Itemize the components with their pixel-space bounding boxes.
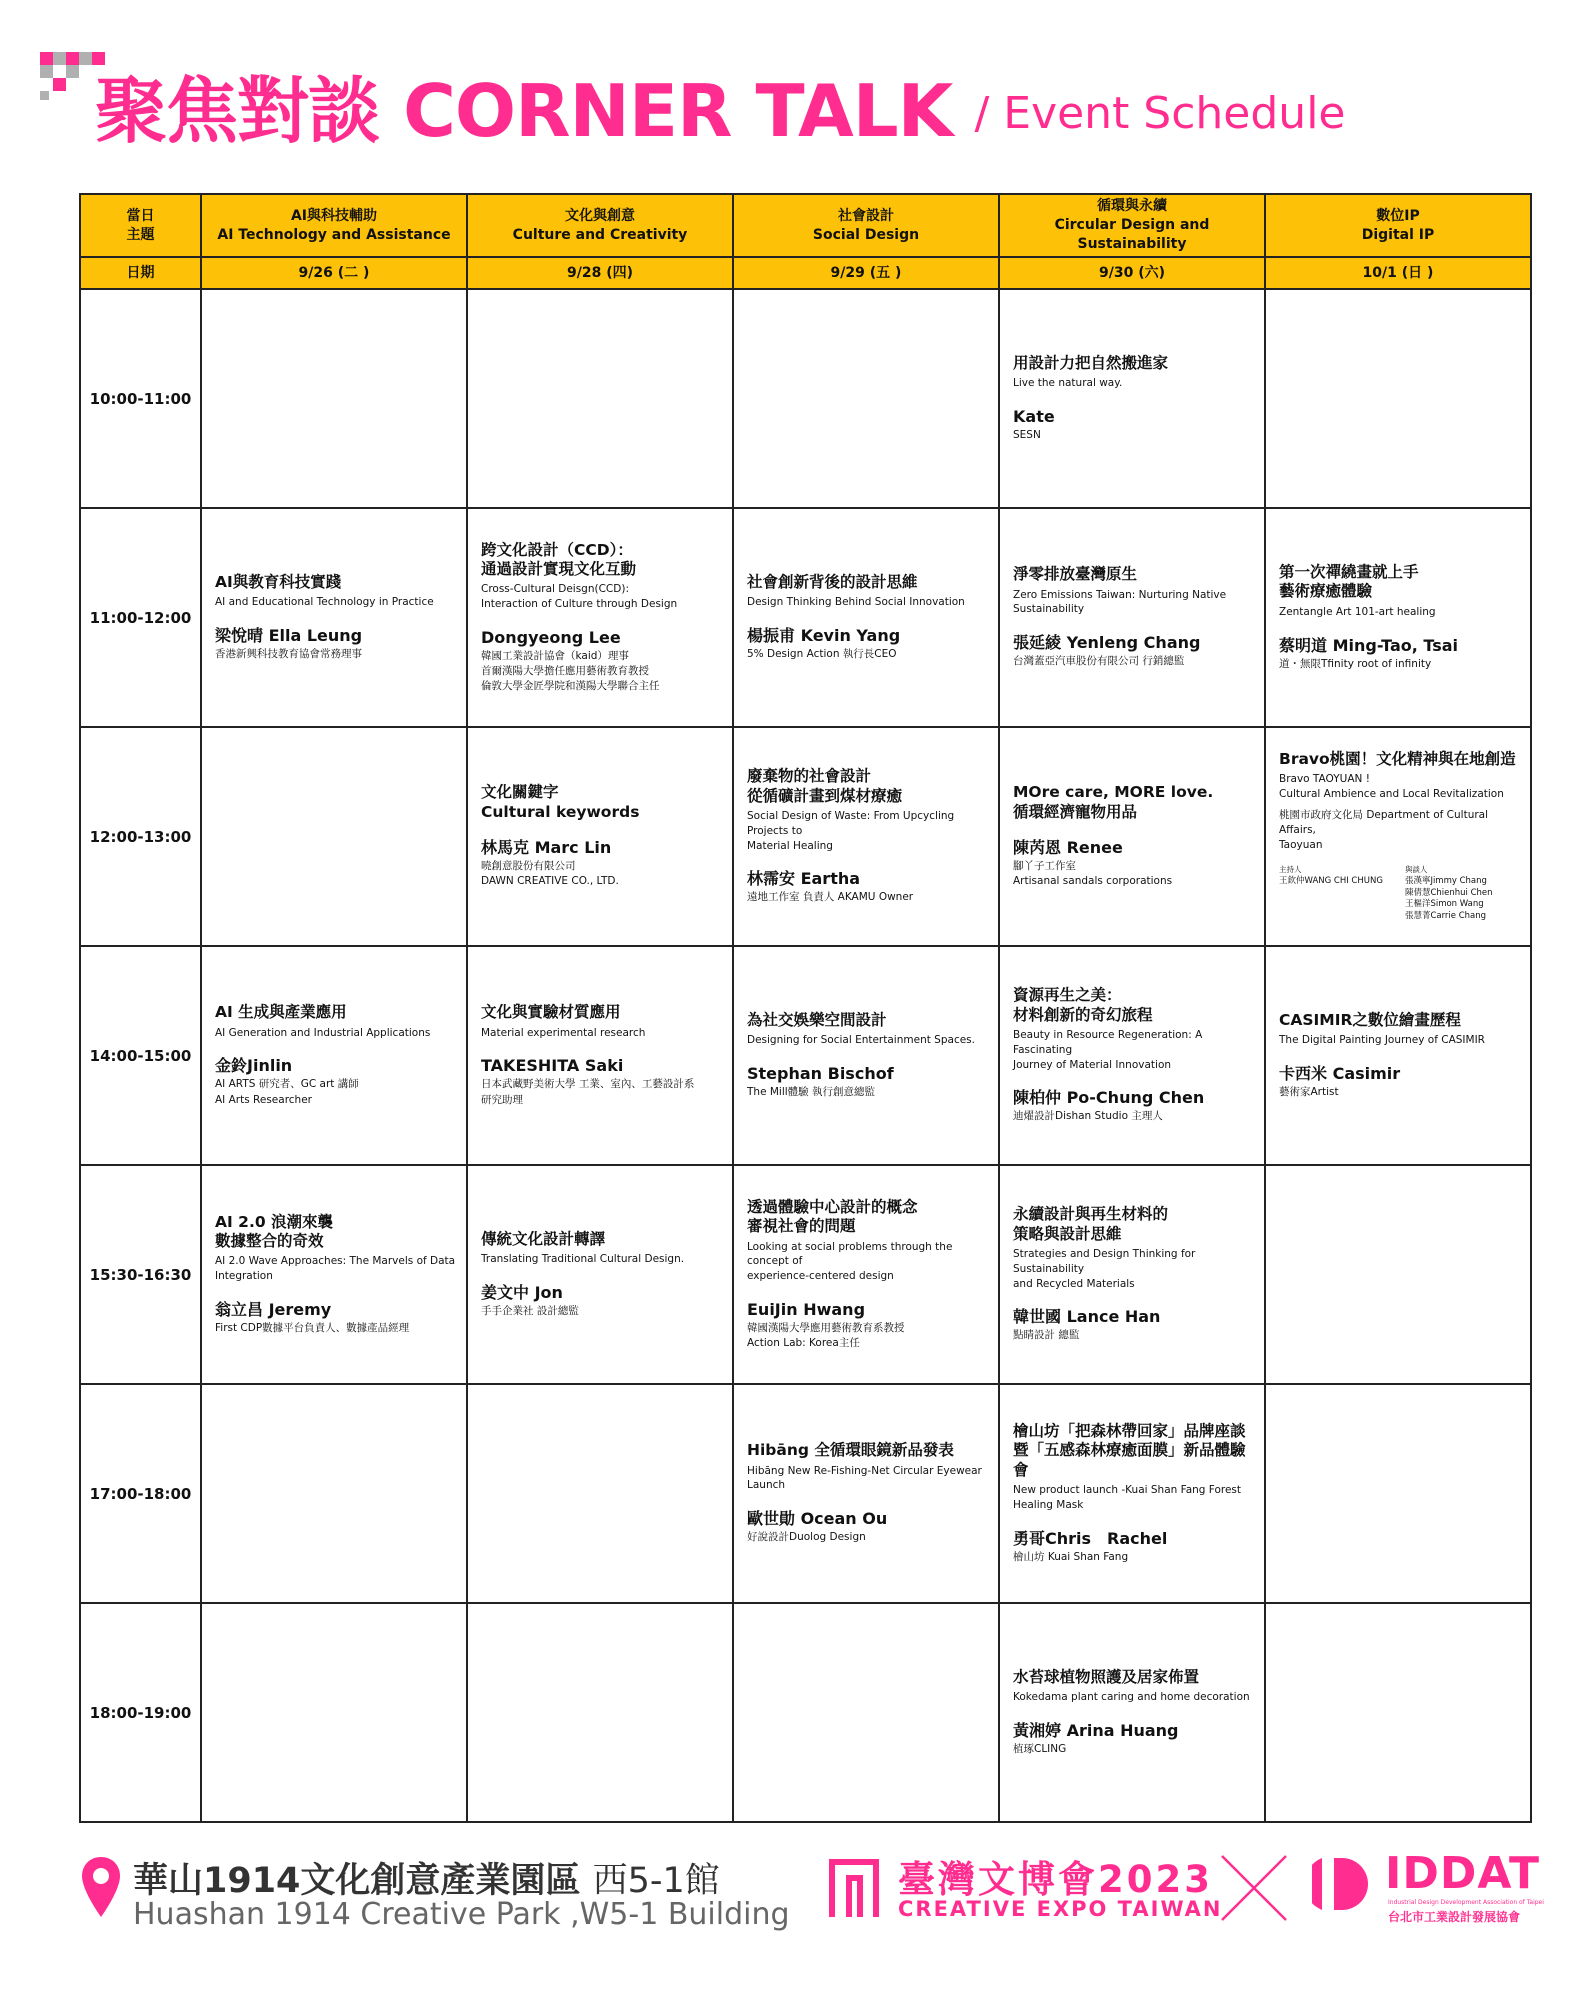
table-row: [80, 1165, 1531, 1384]
speaker-affiliation: 好說設計Duolog Design: [747, 1531, 866, 1544]
speaker-name: 翁立昌 Jeremy: [215, 1299, 332, 1319]
session-title-en: Zentangle Art 101-art healing: [1279, 605, 1436, 618]
guest-block: [1405, 865, 1493, 923]
session-cell: [999, 1603, 1265, 1822]
session-cell: [1265, 508, 1531, 727]
expo-name: 臺灣文博會2023: [898, 1858, 1213, 1901]
session-title-en: AI and Educational Technology in Practice: [215, 596, 434, 609]
theme-en: AI Technology and Assistance: [217, 226, 451, 243]
date-header: 9/28 (四): [467, 257, 733, 289]
speaker-name: 韓世國 Lance Han: [1013, 1307, 1161, 1327]
session-cell: [1265, 946, 1531, 1165]
speaker-name: 勇哥Chris Rachel: [1013, 1528, 1168, 1548]
session-title: 文化關鍵字 Cultural keywords: [481, 783, 640, 821]
speaker-affiliation: 桃園市政府文化局 Department of Cultural Affairs, Taoyuan: [1279, 808, 1489, 851]
speaker-affiliation: 藝術家Artist: [1279, 1086, 1339, 1099]
session-title: 傳統文化設計轉譯: [481, 1229, 606, 1248]
empty-slot: [1265, 1603, 1531, 1822]
session-title: AI 2.0 浪潮來襲 數據整合的奇效: [215, 1212, 334, 1251]
session-cell: [999, 508, 1265, 727]
speaker-affiliation: The Mill體驗 執行創意總監: [747, 1086, 876, 1099]
session-title: Hibāng 全循環眼鏡新品發表: [747, 1441, 954, 1460]
session-title: 廢棄物的社會設計 從循礦計畫到煤材療癒: [747, 767, 903, 805]
session-cell: [733, 1384, 999, 1603]
session-cell: [201, 946, 467, 1165]
table-row: [80, 946, 1531, 1165]
host-name: 王欽仲WANG CHI CHUNG: [1279, 875, 1383, 886]
theme-en: Culture and Creativity: [512, 226, 688, 243]
session-title: 永續設計與再生材料的 策略與設計思維: [1013, 1205, 1169, 1243]
empty-slot: [733, 1603, 999, 1822]
session-cell: [999, 1165, 1265, 1384]
speaker-affiliation: 5% Design Action 執行長CEO: [747, 648, 897, 661]
speaker-affiliation: 日本武藏野美術大學 工業、室內、工藝設計系 研究助理: [481, 1078, 695, 1106]
iddat-logo-text: IDDAT: [1385, 1848, 1541, 1899]
theme-zh: 文化與創意: [565, 207, 635, 224]
session-title: AI 生成與產業應用: [215, 1003, 347, 1022]
page-title: [95, 69, 1346, 153]
speaker-name: 黃湘婷 Arina Huang: [1013, 1720, 1179, 1740]
session-cell: [733, 508, 999, 727]
schedule-table: [79, 193, 1532, 1823]
session-cell: [201, 1165, 467, 1384]
theme-zh: 循環與永續: [1097, 198, 1167, 215]
time-slot: 17:00-18:00: [80, 1384, 201, 1603]
speaker-affiliation: 香港新興科技教育協會常務理事: [215, 648, 362, 661]
session-cell: [733, 1165, 999, 1384]
venue-name-zh: 華山1914文化創意產業園區: [133, 1861, 581, 1901]
session-title-en: AI Generation and Industrial Applications: [215, 1026, 431, 1039]
speaker-name: 陳柏仲 Po-Chung Chen: [1013, 1088, 1205, 1108]
empty-slot: [467, 1603, 733, 1822]
table-row: [80, 1603, 1531, 1822]
theme-header: [733, 194, 999, 257]
host-guest-list: [1279, 865, 1520, 923]
session-title: 透過體驗中心設計的概念 審視社會的問題: [747, 1197, 918, 1236]
theme-header: [999, 194, 1265, 257]
venue-hall: 西5-1館: [592, 1861, 720, 1901]
session-cell: [999, 289, 1265, 508]
session-title-en: Designing for Social Entertainment Spaces.: [747, 1034, 975, 1047]
session-title-en: Strategies and Design Thinking for Sustainability and Recycled Materials: [1013, 1248, 1196, 1290]
session-title-en: Design Thinking Behind Social Innovation: [747, 596, 965, 609]
session-title: 第一次禪繞畫就上手 藝術療癒體驗: [1279, 563, 1419, 601]
session-cell: [1265, 727, 1531, 946]
theme-header: [1265, 194, 1531, 257]
empty-slot: [1265, 289, 1531, 508]
session-title: Bravo桃園！文化精神與在地創造: [1279, 749, 1516, 768]
session-cell: [999, 946, 1265, 1165]
speaker-name: 姜文中 Jon: [481, 1282, 563, 1302]
speaker-affiliation: 檜山坊 Kuai Shan Fang: [1013, 1550, 1129, 1563]
speaker-name: 蔡明道 Ming-Tao, Tsai: [1279, 635, 1458, 655]
session-title-en: Looking at social problems through the concept of experience-centered design: [747, 1240, 953, 1282]
time-slot: 14:00-15:00: [80, 946, 201, 1165]
speaker-affiliation: AI ARTS 研究者、GC art 講師 AI Arts Researcher: [215, 1078, 359, 1106]
session-title-en: Bravo TAOYUAN ! Cultural Ambience and Local Revitalization: [1279, 773, 1504, 800]
session-title-en: Social Design of Waste: From Upcycling Projects to Material Healing: [747, 810, 955, 852]
time-slot: 18:00-19:00: [80, 1603, 201, 1822]
session-cell: [467, 946, 733, 1165]
iddat-name-en: Industrial Design Development Association of Taipei: [1388, 1899, 1544, 1906]
session-cell: [467, 1165, 733, 1384]
session-title: 資源再生之美： 材料創新的奇幻旅程: [1013, 986, 1153, 1024]
speaker-affiliation: 手手企業社 設計總監: [481, 1305, 579, 1318]
speaker-name: 楊振甫 Kevin Yang: [747, 625, 901, 645]
guest-names: 張漢寧Jimmy Chang 陳倩慧Chienhui Chen 王樞洋Simon Wang 張慧菁Carrie Chang: [1404, 875, 1493, 922]
table-row: [80, 289, 1531, 508]
date-label: 日期: [80, 257, 201, 289]
session-title: MOre care, MORE love. 循環經濟寵物用品: [1013, 783, 1214, 821]
session-title: 檜山坊「把森林帶回家」品牌座談 暨「五感森林療癒面膜」新品體驗會: [1013, 1422, 1246, 1479]
session-title-en: AI 2.0 Wave Approaches: The Marvels of Data Integration: [215, 1255, 456, 1283]
theme-label: 當日 主題: [80, 194, 201, 257]
session-title-en: The Digital Painting Journey of CASIMIR: [1279, 1034, 1485, 1047]
theme-header: [201, 194, 467, 257]
speaker-name: 金鈴Jinlin: [215, 1056, 293, 1076]
table-row: [80, 1384, 1531, 1603]
empty-slot: [201, 727, 467, 946]
session-title: CASIMIR之數位繪畫歷程: [1279, 1010, 1461, 1029]
speaker-name: Kate: [1013, 406, 1055, 426]
theme-zh: 數位IP: [1376, 207, 1420, 224]
date-header: 10/1 (日 ): [1265, 257, 1531, 289]
empty-slot: [1265, 1384, 1531, 1603]
date-header: 9/30 (六): [999, 257, 1265, 289]
session-title-en: Hibāng New Re-Fishing-Net Circular Eyewear Launch: [747, 1464, 982, 1492]
empty-slot: [201, 1603, 467, 1822]
speaker-affiliation: First CDP數據平台負責人、數據產品經理: [215, 1322, 410, 1335]
speaker-affiliation: 韓國工業設計協會（kaid）理事 首爾漢陽大學擔任應用藝術教育教授 倫敦大學金匠學院和漢陽大學聯合主任: [481, 649, 660, 693]
speaker-affiliation: 遠地工作室 負責人 AKAMU Owner: [747, 891, 914, 904]
speaker-name: 梁悅晴 Ella Leung: [215, 625, 363, 645]
session-cell: [733, 727, 999, 946]
guest-label: 與談人: [1404, 865, 1428, 875]
speaker-affiliation: SESN: [1013, 429, 1041, 442]
session-title: 為社交娛樂空間設計: [747, 1010, 887, 1029]
speaker-name: 張延綾 Yenleng Chang: [1013, 633, 1201, 653]
collaboration-cross-icon: [1218, 1852, 1290, 1924]
empty-slot: [733, 289, 999, 508]
session-title: AI與教育科技實踐: [215, 572, 342, 591]
time-slot: 10:00-11:00: [80, 289, 201, 508]
speaker-affiliation: 點睛設計 總監: [1013, 1329, 1080, 1342]
host-block: [1279, 865, 1383, 923]
speaker-name: 林馬克 Marc Lin: [481, 838, 612, 858]
time-slot: 12:00-13:00: [80, 727, 201, 946]
theme-en: Digital IP: [1361, 226, 1435, 243]
expo-logo-icon: [826, 1851, 882, 1921]
speaker-name: EuiJin Hwang: [747, 1299, 866, 1319]
speaker-affiliation: 植琢CLING: [1013, 1743, 1067, 1756]
theme-en: Circular Design and Sustainability: [1054, 217, 1210, 252]
session-title: 淨零排放臺灣原生: [1013, 565, 1138, 584]
session-title-en: Kokedama plant caring and home decoration: [1013, 1691, 1250, 1704]
title-main: 聚焦對談 CORNER TALK: [95, 69, 953, 153]
speaker-name: Dongyeong Lee: [481, 627, 621, 647]
iddat-logo-icon: [1312, 1852, 1376, 1916]
speaker-affiliation: 台灣蓋亞汽車股份有限公司 行銷總監: [1013, 655, 1185, 668]
session-title-en: Cross-Cultural Deisgn(CCD): Interaction of Culture through Design: [481, 583, 678, 610]
speaker-name: TAKESHITA Saki: [481, 1056, 624, 1076]
speaker-affiliation: 腳丫子工作室 Artisanal sandals corporations: [1013, 860, 1173, 888]
session-cell: [201, 508, 467, 727]
date-header: 9/26 (二 ): [201, 257, 467, 289]
session-title-en: Beauty in Resource Regeneration: A Fascinating Journey of Material Innovation: [1013, 1029, 1203, 1071]
venue-name-en: Huashan 1914 Creative Park ,W5-1 Building: [133, 1897, 790, 1932]
session-cell: [999, 727, 1265, 946]
empty-slot: [201, 289, 467, 508]
host-label: 主持人: [1279, 865, 1302, 875]
session-title: 用設計力把自然搬進家: [1013, 353, 1169, 372]
session-title: 水苔球植物照護及居家佈置: [1013, 1667, 1200, 1686]
speaker-affiliation: 道・無限Tfinity root of infinity: [1279, 657, 1432, 670]
iddat-name-zh: 台北市工業設計發展協會: [1388, 1910, 1521, 1924]
date-header: 9/29 (五 ): [733, 257, 999, 289]
session-title-en: New product launch -Kuai Shan Fang Forest Healing Mask: [1013, 1484, 1242, 1511]
empty-slot: [467, 289, 733, 508]
speaker-name: 歐世勛 Ocean Ou: [747, 1509, 888, 1529]
speaker-affiliation: 迪燿設計Dishan Studio 主理人: [1013, 1110, 1163, 1123]
speaker-name: Stephan Bischof: [747, 1063, 894, 1083]
speaker-name: 陳芮恩 Renee: [1013, 838, 1123, 858]
speaker-name: 林霈安 Eartha: [747, 869, 861, 889]
theme-zh: 社會設計: [838, 207, 894, 224]
venue-name: [133, 1853, 720, 1903]
theme-zh: AI與科技輔助: [290, 207, 378, 224]
location-pin-icon: [80, 1855, 122, 1919]
title-sub: Event Schedule: [1003, 88, 1346, 139]
session-title: 文化與實驗材質應用: [481, 1003, 621, 1022]
session-title: 跨文化設計（CCD）： 通過設計實現文化互動: [481, 540, 637, 578]
session-cell: [999, 1384, 1265, 1603]
session-title-en: Translating Traditional Cultural Design.: [481, 1253, 685, 1266]
session-title-en: Material experimental research: [481, 1026, 646, 1039]
empty-slot: [467, 1384, 733, 1603]
time-slot: 15:30-16:30: [80, 1165, 201, 1384]
speaker-affiliation: 韓國漢陽大學應用藝術教育系教授 Action Lab: Korea主任: [747, 1321, 905, 1349]
empty-slot: [201, 1384, 467, 1603]
session-title-en: Live the natural way.: [1013, 377, 1123, 390]
theme-header: [467, 194, 733, 257]
empty-slot: [1265, 1165, 1531, 1384]
session-cell: [467, 727, 733, 946]
session-title: 社會創新背後的設計思維: [747, 572, 918, 591]
expo-name-en: CREATIVE EXPO TAIWAN: [898, 1897, 1223, 1921]
speaker-affiliation: 曉創意股份有限公司 DAWN CREATIVE CO., LTD.: [481, 860, 619, 888]
title-separator: /: [974, 88, 990, 139]
session-title-en: Zero Emissions Taiwan: Nurturing Native Sustainability: [1013, 588, 1227, 616]
session-cell: [467, 508, 733, 727]
table-row: [80, 727, 1531, 946]
session-cell: [733, 946, 999, 1165]
theme-en: Social Design: [812, 226, 920, 243]
time-slot: 11:00-12:00: [80, 508, 201, 727]
table-row: [80, 508, 1531, 727]
speaker-name: 卡西米 Casimir: [1279, 1063, 1401, 1083]
